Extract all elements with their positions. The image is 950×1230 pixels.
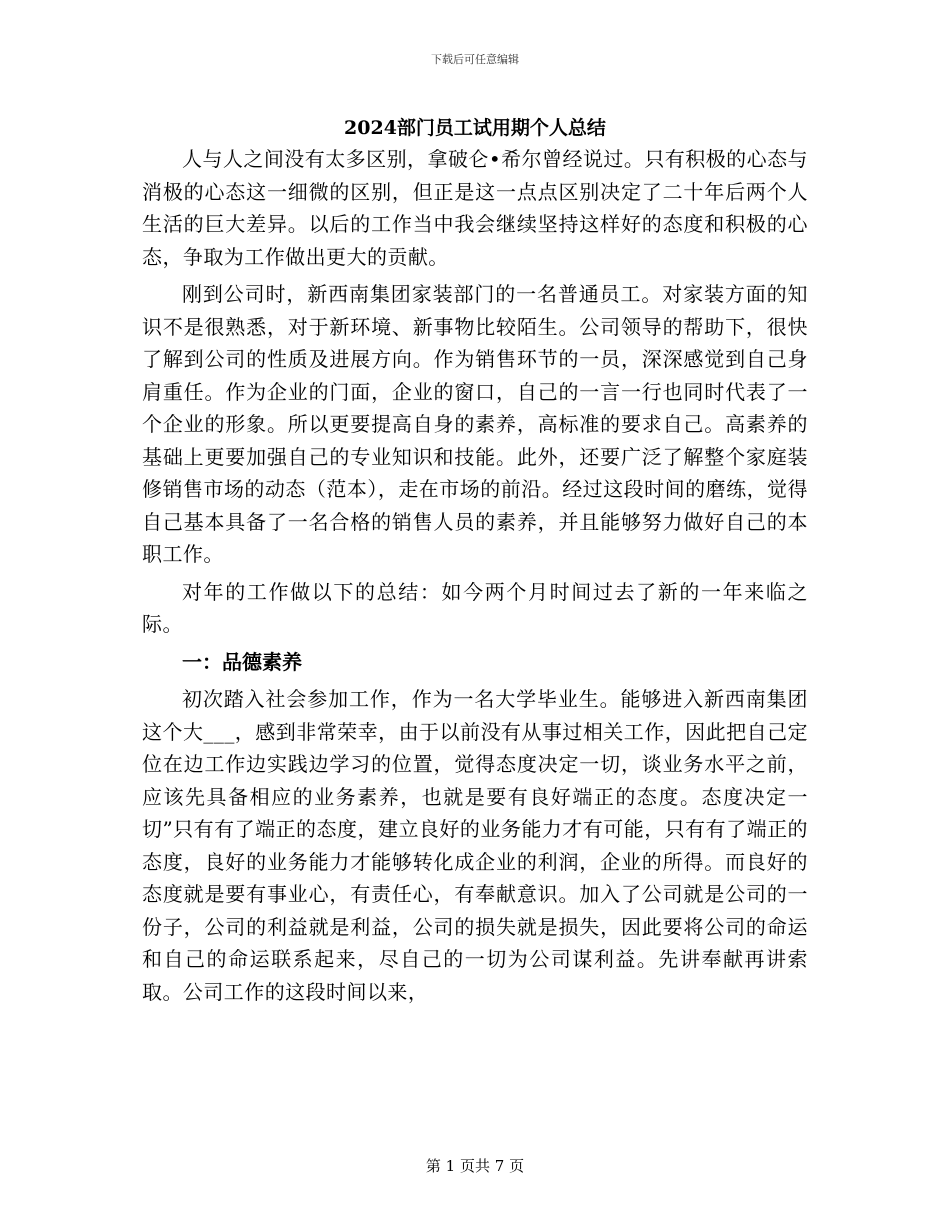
header-note: 下载后可任意编辑 [431,53,519,66]
paragraph-summary-lead: 对年的工作做以下的总结：如今两个月时间过去了新的一年来临之际。 [142,579,808,636]
paragraph-intro: 人与人之间没有太多区别，拿破仑•希尔曾经说过。只有积极的心态与消极的心态这一细微的区别，但正是这一点点区别决定了二十年后两个人生活的巨大差异。以后的工作当中我会继续坚持这样好的态度和积极的心态，争取为工作做出更大的贡献。 [142,147,808,269]
section-heading-character: 一：品德素养 [182,649,302,674]
document-title: 2024部门员工试用期个人总结 [344,117,606,139]
document-body [142,143,808,1013]
paragraph-character: 初次踏入社会参加工作，作为一名大学毕业生。能够进入新西南集团这个大___，感到非常荣幸，由于以前没有从事过相关工作，因此把自己定位在边工作边实践边学习的位置，觉得态度决定一切，谈业务水平之前，应该先具备相应的业务素养，也就是要有良好端正的态度。态度决定一切”只有有了端正的态度，建立良好的业务能力才有可能，只有有了端正的态度，良好的业务能力才能够转化成企业的利润，企业的所得。而良好的态度就是要有事业心，有责任心，有奉献意识。加入了公司就是公司的一份子，公司的利益就是利益，公司的损失就是损失，因此要将公司的命运和自己的命运联系起来，尽自己的一切为公司谋利益。先讲奉献再讲索取。公司工作的这段时间以来， [142,687,808,1004]
page-number: 第 1 页共 7 页 [425,1157,525,1175]
paragraph-arrival: 刚到公司时，新西南集团家装部门的一名普通员工。对家装方面的知识不是很熟悉，对于新环境、新事物比较陌生。公司领导的帮助下，很快了解到公司的性质及进展方向。作为销售环节的一员，深深感觉到自己身肩重任。作为企业的门面，企业的窗口，自己的一言一行也同时代表了一个企业的形象。所以更要提高自身的素养，高标准的要求自己。高素养的基础上更要加强自己的专业知识和技能。此外，还要广泛了解整个家庭装修销售市场的动态（范本），走在市场的前沿。经过这段时间的磨练，觉得自己基本具备了一名合格的销售人员的素养，并且能够努力做好自己的本职工作。 [142,282,808,566]
